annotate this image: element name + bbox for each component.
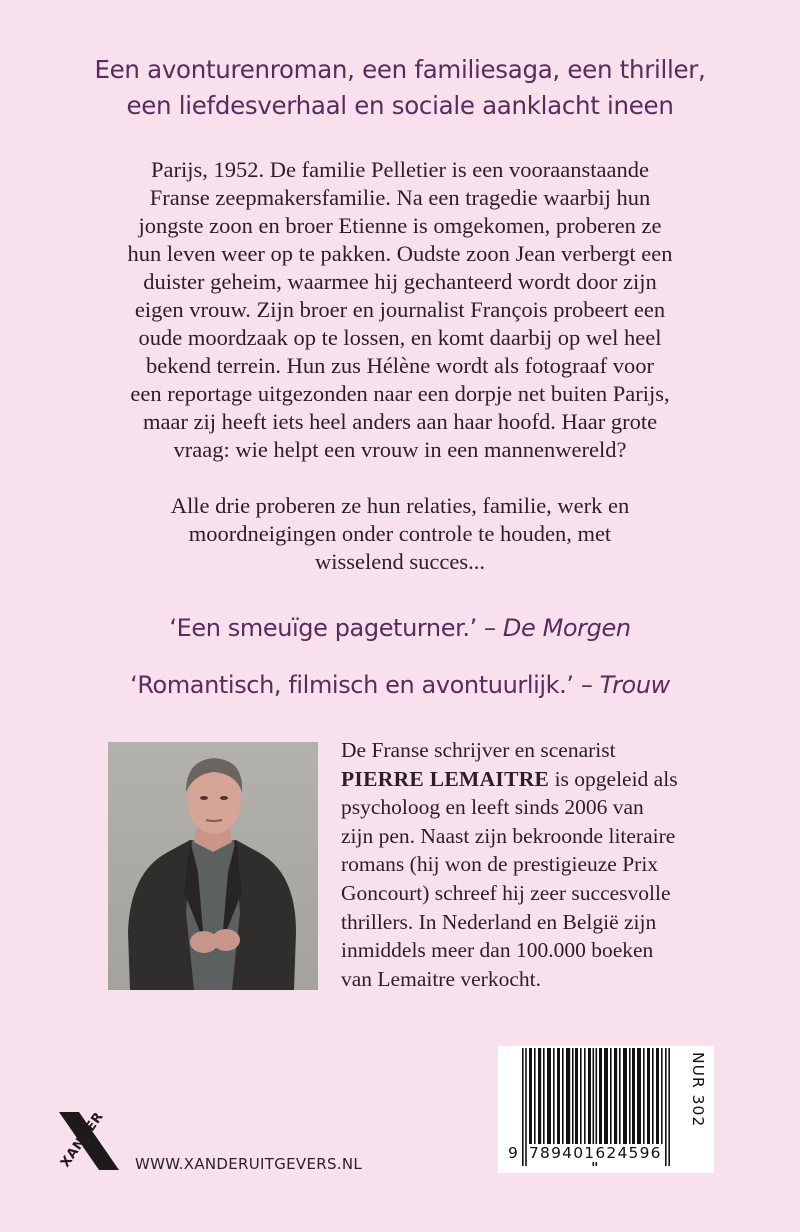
author-photo: [108, 742, 318, 990]
blurb-line: hun leven weer op te pakken. Oudste zoon Jean verbergt een: [127, 241, 673, 266]
blurb-line: een reportage uitgezonden naar een dorpje net buiten Parijs,: [130, 381, 670, 406]
blurb-line: eigen vrouw. Zijn broer en journalist François probeert een: [134, 297, 666, 322]
bio-line: zijn pen. Naast zijn bekroonde literaire: [341, 823, 676, 848]
quote-text: ‘Romantisch, filmisch en avontuurlijk.’: [130, 671, 574, 699]
blurb-line: oude moordzaak op te lossen, en komt daarbij op wel heel: [138, 325, 662, 350]
isbn-digits: 789401624596: [529, 1144, 662, 1162]
blurb-line: jongste zoon en broer Etienne is omgekomen, proberen ze: [138, 213, 662, 238]
nur-code: NUR 302: [689, 1052, 707, 1128]
quote-source: Trouw: [599, 671, 670, 699]
headline-line-2: een liefdesverhaal en sociale aanklacht ineen: [126, 91, 674, 120]
isbn-number: [502, 1144, 674, 1168]
quote-source: De Morgen: [502, 614, 631, 642]
blurb-line: maar zij heeft iets heel anders aan haar hoofd. Haar grote: [142, 409, 658, 434]
isbn-lead-digit: 9: [508, 1144, 520, 1162]
author-portrait-illustration: [108, 742, 318, 990]
blurb-line: bekend terrein. Hun zus Hélène wordt als fotograaf voor: [146, 353, 654, 378]
bio-after-name: is opgeleid als: [549, 766, 678, 791]
blurb-line: vraag: wie helpt een vrouw in een mannenwereld?: [173, 437, 627, 462]
publisher-website[interactable]: WWW.XANDERUITGEVERS.NL: [135, 1155, 363, 1173]
blurb-line: duister geheim, waarmee hij gechanteerd wordt door zijn: [143, 269, 657, 294]
quote-dash: –: [476, 614, 503, 642]
blurb-line: wisselend succes...: [315, 549, 485, 574]
bio-line: Goncourt) schreef hij zeer succesvolle: [341, 880, 671, 905]
bio-line: inmiddels meer dan 100.000 boeken: [341, 938, 654, 963]
bio-line: thrillers. In Nederland en België zijn: [341, 909, 657, 934]
book-blurb: [80, 156, 720, 576]
blurb-line: moordneigingen onder controle te houden, met: [188, 521, 612, 546]
author-name: PIERRE LEMAITRE: [341, 766, 550, 791]
bio-line: van Lemaitre verkocht.: [341, 966, 541, 991]
svg-text:XANDER: XANDER: [57, 1109, 107, 1171]
review-quote-de-morgen: [0, 612, 800, 644]
blurb-line: Franse zeepmakersfamilie. Na een tragedie waarbij hun: [149, 185, 651, 210]
blurb-line: Parijs, 1952. De familie Pelletier is een vooraanstaande: [151, 157, 649, 182]
isbn-barcode: [498, 1046, 714, 1173]
quote-text: ‘Een smeuïge pageturner.’: [169, 614, 477, 642]
quote-dash: –: [573, 671, 600, 699]
bio-line: romans (hij won de prestigieuze Prix: [341, 852, 659, 877]
bio-line: psycholoog en leeft sinds 2006 van: [341, 795, 644, 820]
review-quote-trouw: [0, 669, 800, 701]
headline-line-1: Een avonturenroman, een familiesaga, een thriller,: [94, 55, 706, 84]
blurb-paragraph-1: [80, 156, 720, 464]
cover-headline: [0, 52, 800, 124]
xander-x-logo-icon: [55, 1108, 121, 1174]
author-bio: [341, 736, 731, 993]
blurb-paragraph-2: [80, 492, 720, 576]
blurb-line: Alle drie proberen ze hun relaties, familie, werk en: [170, 493, 630, 518]
bio-lead: De Franse schrijver en scenarist: [341, 738, 616, 762]
